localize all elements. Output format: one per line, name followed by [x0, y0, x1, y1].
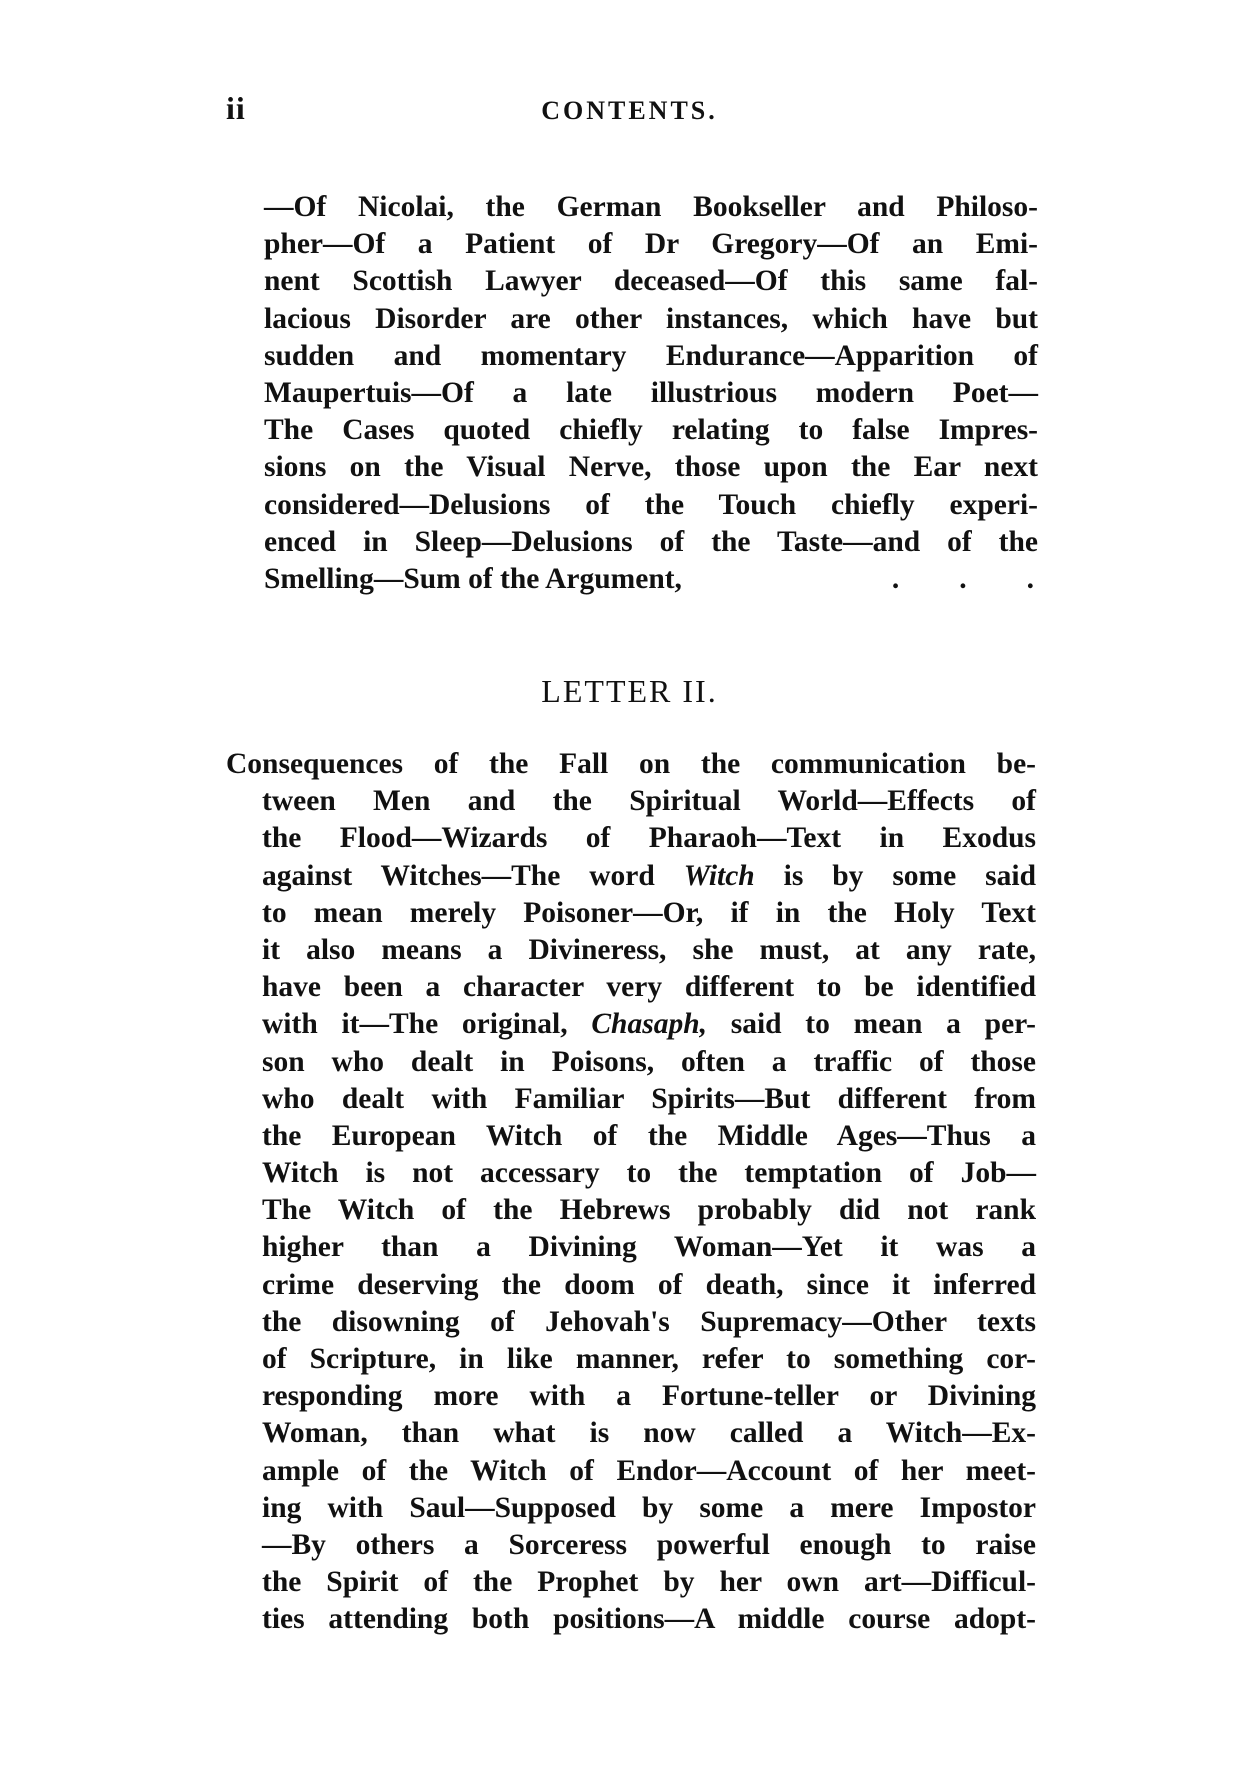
running-head: CONTENTS. — [541, 96, 718, 125]
text-line-with-italic — [262, 858, 1036, 895]
text-line: Consequences of the Fall on the communication be- — [226, 748, 1036, 780]
text-line: ties attending both positions—A middle course adopt- — [262, 1603, 1036, 1636]
text-segment: against Witches—The word — [262, 859, 684, 892]
text-line: sions on the Visual Nerve, those upon the Ear next — [264, 451, 1038, 484]
page-number: ii — [226, 90, 246, 126]
text-line: —Of Nicolai, the German Bookseller and Philoso- — [264, 191, 1038, 223]
letter-summary-paragraph — [226, 746, 1036, 1639]
text-line: son who dealt in Poisons, often a traffic of those — [262, 1045, 1036, 1078]
final-line-with-leaders — [264, 561, 1038, 598]
text-line: the Spirit of the Prophet by her own art—Difficul- — [262, 1566, 1036, 1599]
continuation-paragraph — [264, 189, 1038, 598]
leader-dot: . — [959, 562, 967, 595]
leader-dot: . — [1026, 562, 1034, 595]
text-line: lacious Disorder are other instances, which have but — [264, 302, 1038, 335]
text-line: —By others a Sorceress powerful enough to raise — [262, 1528, 1036, 1561]
text-line: Witch is not accessary to the temptation of Job— — [262, 1157, 1036, 1190]
letter-heading: LETTER II. — [541, 673, 718, 709]
text-line: enced in Sleep—Delusions of the Taste—and of the — [264, 525, 1038, 558]
text-line: considered—Delusions of the Touch chiefly experi- — [264, 488, 1038, 521]
italic-term: Chasaph, — [591, 1008, 707, 1041]
text-line: who dealt with Familiar Spirits—But different from — [262, 1082, 1036, 1115]
text-line-with-italic — [262, 1006, 1036, 1043]
text-line: the disowning of Jehovah's Supremacy—Other texts — [262, 1305, 1036, 1338]
text-line: The Witch of the Hebrews probably did not rank — [262, 1194, 1036, 1227]
text-line: Smelling—Sum of the Argument, — [264, 562, 682, 595]
text-segment: with it—The original, — [262, 1008, 592, 1041]
text-line: crime deserving the doom of death, since it inferred — [262, 1268, 1036, 1301]
text-line: ing with Saul—Supposed by some a mere Impostor — [262, 1491, 1036, 1524]
text-line: the Flood—Wizards of Pharaoh—Text in Exodus — [262, 822, 1036, 855]
text-line: responding more with a Fortune-teller or Divining — [262, 1380, 1036, 1413]
text-line: Maupertuis—Of a late illustrious modern Poet— — [264, 376, 1038, 409]
leader-dots — [892, 561, 1038, 598]
text-segment: is by some said — [754, 859, 1036, 892]
text-line: The Cases quoted chiefly relating to false Impres- — [264, 414, 1038, 447]
text-segment: said to mean a per- — [706, 1008, 1036, 1041]
text-line: nent Scottish Lawyer deceased—Of this same fal- — [264, 265, 1038, 298]
text-line: ample of the Witch of Endor—Account of her meet- — [262, 1454, 1036, 1487]
text-line: pher—Of a Patient of Dr Gregory—Of an Emi- — [264, 228, 1038, 261]
leader-dot: . — [891, 562, 900, 595]
text-line: tween Men and the Spiritual World—Effects of — [262, 785, 1036, 818]
text-line: have been a character very different to be identified — [262, 971, 1036, 1004]
text-line: it also means a Divineress, she must, at any rate, — [262, 933, 1036, 966]
text-line: to mean merely Poisoner—Or, if in the Holy Text — [262, 896, 1036, 929]
italic-term: Witch — [683, 859, 755, 892]
text-line: the European Witch of the Middle Ages—Thus a — [262, 1119, 1036, 1152]
text-line: sudden and momentary Endurance—Apparition of — [264, 339, 1038, 372]
text-line: Woman, than what is now called a Witch—Ex- — [262, 1417, 1036, 1450]
text-line: of Scripture, in like manner, refer to something cor- — [262, 1343, 1036, 1375]
text-line: higher than a Divining Woman—Yet it was a — [262, 1231, 1036, 1264]
